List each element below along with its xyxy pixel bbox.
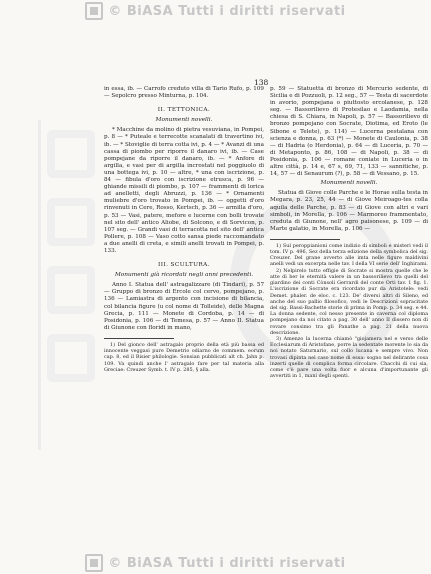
right-intro-paragraph: p. 59 — Statuetta di bronzo di Mercurio sedente, di Sicilia e di Pozzuoli, p. 12 seg., 57 — Testa di sacerdote in avorio, pompejana o piuttosto ercolanese, p. 128 seg. — Bassorilievo di Protesilao e Laodamia, nella chiesa di S. Chiara, in Napoli, p. 57 — Bassorilievo di bronzo pompejano con Socrate, Diotima, ed Eroto (le Sibone e Telete), p. 114) — Lucerna pestalana con scienza e donna, p. 63 (*) — Monete di Caulonia, p. 38 — di Hadria (o Herdonia), p. 64 — di Luceria, p. 70 — di Metaponto, p. 86, 108 — di Napoli, p. 38 — di Posidonia, p. 106 — romane coniate in Luceria o in altre città, p. 14 e, 67 s, 69, 71, 133 — sannitiche, p. 14, 57 — di Senaurum (?), p. 58 — di Vessano, p. 15.	[270, 86, 428, 178]
section-subheading: Monumenti già ricordati negli anni precedenti.	[114, 272, 254, 279]
watermark-box-icon	[47, 130, 95, 178]
section-heading-scultura: III. SCULTURA.	[158, 262, 210, 269]
footnote: 1) Del gionco dell' astragalo proprio della età più bassa ed innocente veggasi pure Demetrio odiarno de commem. eorum cap. 8, ed il Bisier philologie. Sonsian pubblicati alt ch. Jahn p. 109. Va quindi anche l' astragalo fare per tal materia alla Greciae: Creuzer Symb. t. IV p. 285, § alla.	[104, 341, 264, 373]
section-heading-tettonica: II. TETTONICA.	[157, 107, 211, 114]
copyright-banner-bottom	[0, 552, 431, 574]
left-column	[104, 86, 264, 373]
left-footnotes	[104, 342, 264, 373]
copyright-banner-text: © BiASA Tutti i diritti riservati	[108, 3, 346, 19]
watermark-box-icon	[47, 266, 95, 314]
section-subheading: Monumenti novelli.	[320, 180, 378, 187]
footnote: 1) Sul peroppianioni come indizio di simboli e misteri vedi il tom. IV p. 496, Sez della terza edizione della symbolica del sig. Creuzer. Del grane avverto alle imta nelle figure maldivini anelli vedi un excerpta nelle tav. I della VI serie dell' Inghirami.	[270, 242, 428, 268]
watermark-box-icon	[47, 198, 95, 246]
right-body-paragraph: Statua di Giove colle Parche e le Horae sulla testa in Megara, p. 23, 25, 44 — di Giove Meiroago-tes colla aquila delle Parche, p. 83 — di Giove con altri e vari simboli, in Morella, p. 106 — Marmoreo frammentato, creduta di Giunone, nell' agro paisonese, p. 109 — di Marte galatio, in Morella, p. 106 —	[270, 190, 428, 232]
footnote: 2) Nelpirelo tutto effigie di Socrate si mostra quelle che le atte di ber le eternità valere in un bassorilievo tra quelli del giardino dei conti Cònsoli Gerrardi del conte Orti tav. 1 fig. 1. L'iscrizione di Socrate era ricordato pur da Aristotele: vedi Demet. phaler. de eloc. c. 123. De' diversi altri di Sileno, ed anche del suo pallio filosofico, vedi le Descrizioni sopracitate del sig. Bassi-Bachette storie di prima in Pomp. p. 34 seg. e 44. La donna sedente, col nesso presente in caverna col diploma pompejano da noi citato a pag. 30 dell' anno II dissero non di rovare consimo tra gli Panathe a pag. 21 della nuova descrizione.	[270, 267, 428, 336]
biasa-logo-icon	[85, 2, 103, 20]
copyright-banner-top	[0, 0, 431, 22]
footnote-rule	[270, 239, 340, 240]
watermark-box-icon	[47, 334, 95, 382]
footnote: 3) Amenzo la lucerna chiamò "giojamera nel e verso delle Ecclesiarum di Aristofane, porre la sedentate morente lo sia da noi notato Saturnario, sul collo lucana e sempre vivo. Non trovasi dipinta nel caso nome di essa: sogno nel delirante cosa inzerti quelle di complica forma circolare. Chacchi di cui sia, come c'è pare una volta fuor e alcuna d'importunante gli avvertiti in 1, mani degli spenti.	[270, 335, 428, 380]
footnote-rule	[104, 338, 174, 339]
scultura-paragraph: Anno I. Statua dell' astragalizzare (di Tindari), p. 57 — Gruppo di bronzo di Ercole col cervo, pompejano, p. 136 — Lamiastra di argento con incisione di bilancia, col bilancia figure (u col nome di Tolleide), delle Magna Grecia, p. 111 — Monete di Cordoba, p. 14 — di Posidonia, p. 106 — di Temesa, p. 57 — Anno II. Statua di Giunone con floridi in mano,	[104, 282, 264, 331]
page-number: 138	[254, 78, 269, 87]
right-footnotes	[270, 243, 428, 379]
biasa-logo-icon	[85, 554, 103, 572]
tettonica-paragraph: * Macchine da molino di pietra vesuviana, in Pompei, p. 8 — * Puteale e terrecotte scanalati di travertino ivi, ib. — * Stoviglie di terra cotta ivi, p. 4 — * Avanzi di una cassa di piombo per riporre il danaro ivi, ib. — Case pompejane da riporre il danaro, ib. — * Anfore di argilla, e vasi per di argilla incrostati nel poggiuolo di una bottega ivi, p. 10 — altre, * una con iscrizione, p. 84 — fibula d'oro con iscrizione etrusca, p. 96 — ghiande missili di piombo, p. 107 — frammenti di lorica ad anelletti, degli Abruzzi, p. 136 — * Ornamenti muliebre d'oro trovato in Pompei, ib. — oggetti d'oro rinvenuti in Cere, Rosso, Kertsch, p. 36 — armilla d'oro, p. 53 — Vasi, patere, mefore e lucerne con bolli trovate nel sito dell' antico Aliobe, di Solcono, e di Sorvicon, p. 107 seg. — Grandi vasi di terracotta nel sito dell' antica Pollere, p. 108 — Vaso cotto sansa piede raccomandato a due anelli di creta, e simili anelli trovati in Pompei, p. 133.	[104, 127, 264, 254]
copyright-banner-text: © BiASA Tutti i diritti riservati	[108, 555, 346, 571]
section-subheading: Monumenti novelli.	[155, 117, 213, 124]
left-intro-paragraph: in essa, ib. — Carrofo creduto villa di Tario Rufo, p. 109 — Sepolcro presso Minturna, p. 104.	[104, 86, 264, 100]
right-column	[270, 86, 428, 379]
watermark-side-band	[38, 120, 101, 450]
